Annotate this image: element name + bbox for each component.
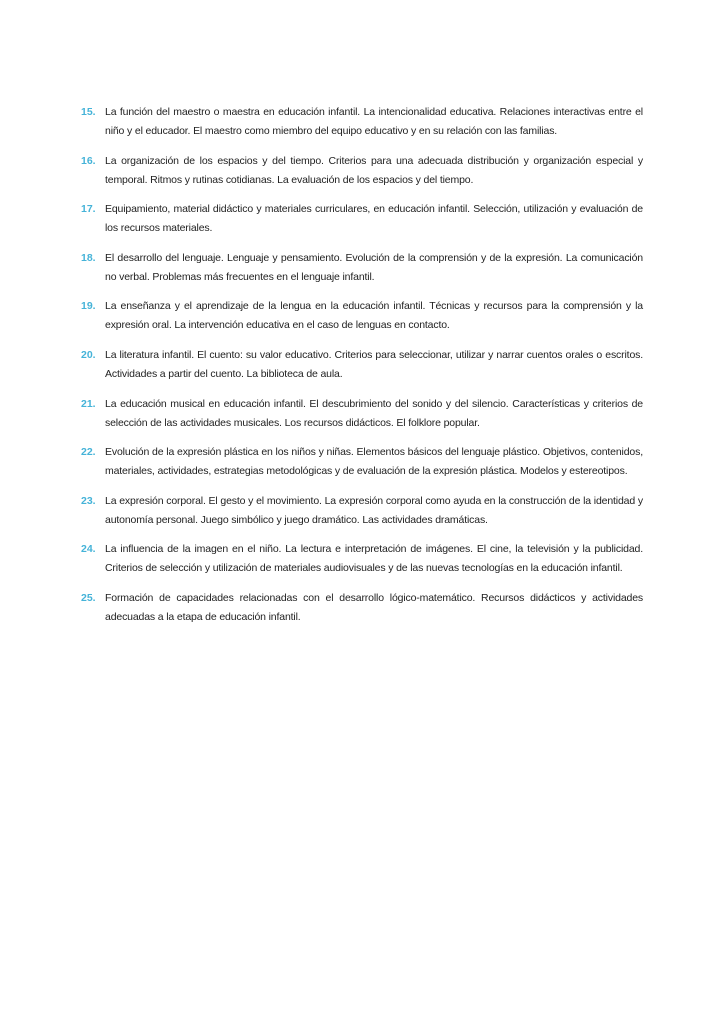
topic-item-22 (81, 443, 643, 481)
topic-item-16 (81, 152, 643, 190)
topic-text: Formación de capacidades relacionadas con el desarrollo lógico-matemático. Recursos didácticos y actividades adecuadas a la etapa de educación infantil. (105, 591, 643, 623)
topic-item-19 (81, 297, 643, 335)
topic-text: La influencia de la imagen en el niño. La lectura e interpretación de imágenes. El cine, la televisión y la publicidad. Criterios de selección y utilización de materiales audiovisuales y de las nuevas tecnologías en la educación infantil. (105, 543, 643, 575)
topic-number: 19. (81, 300, 96, 313)
topic-text: La literatura infantil. El cuento: su valor educativo. Criterios para seleccionar, utilizar y narrar cuentos orales o escritos. Actividades a partir del cuento. La biblioteca de aula. (105, 348, 643, 380)
topic-text: Evolución de la expresión plástica en los niños y niñas. Elementos básicos del lenguaje plástico. Objetivos, contenidos, materiales, actividades, estrategias metodológicas y de evaluación de la expresión plástica. Modelos y estereotipos. (105, 446, 643, 478)
topic-text: La enseñanza y el aprendizaje de la lengua en la educación infantil. Técnicas y recursos para la comprensión y la expresión oral. La intervención educativa en el caso de lenguas en contacto. (105, 300, 643, 332)
topic-number: 15. (81, 106, 96, 118)
topic-number: 17. (81, 203, 96, 216)
topic-text: La expresión corporal. El gesto y el movimiento. La expresión corporal como ayuda en la construcción de la identidad y autonomía personal. Juego simbólico y juego dramático. Las actividades dramáticas. (105, 494, 643, 526)
topic-text: La función del maestro o maestra en educación infantil. La intencionalidad educativa. Relaciones interactivas entre el niño y el educador. El maestro como miembro del equipo educativo y en su relación con las familias. (105, 106, 643, 137)
topic-item-18 (81, 249, 643, 287)
topic-list (81, 103, 643, 627)
topic-number: 18. (81, 251, 96, 264)
topic-item-25 (81, 589, 643, 627)
document-page (81, 103, 643, 638)
topic-text: La organización de los espacios y del tiempo. Criterios para una adecuada distribución y organización especial y temporal. Ritmos y rutinas cotidianas. La evaluación de los espacios y del tiempo. (105, 154, 643, 186)
topic-item-24 (81, 540, 643, 578)
topic-item-20 (81, 346, 643, 384)
topic-number: 23. (81, 494, 96, 507)
topic-text: El desarrollo del lenguaje. Lenguaje y pensamiento. Evolución de la comprensión y de la expresión. La comunicación no verbal. Problemas más frecuentes en el lenguaje infantil. (105, 251, 643, 283)
topic-text: Equipamiento, material didáctico y materiales curriculares, en educación infantil. Selección, utilización y evaluación de los recursos materiales. (105, 203, 643, 235)
topic-item-15 (81, 103, 643, 141)
topic-item-21 (81, 395, 643, 433)
topic-number: 25. (81, 591, 96, 604)
topic-item-17 (81, 200, 643, 238)
topic-number: 20. (81, 348, 96, 361)
topic-number: 22. (81, 446, 96, 459)
topic-number: 16. (81, 154, 96, 167)
topic-text: La educación musical en educación infantil. El descubrimiento del sonido y del silencio. Características y criterios de selección de las actividades musicales. Los recursos didácticos. El folklore popular. (105, 397, 643, 429)
topic-number: 24. (81, 543, 96, 556)
topic-item-23 (81, 492, 643, 530)
topic-number: 21. (81, 397, 96, 410)
